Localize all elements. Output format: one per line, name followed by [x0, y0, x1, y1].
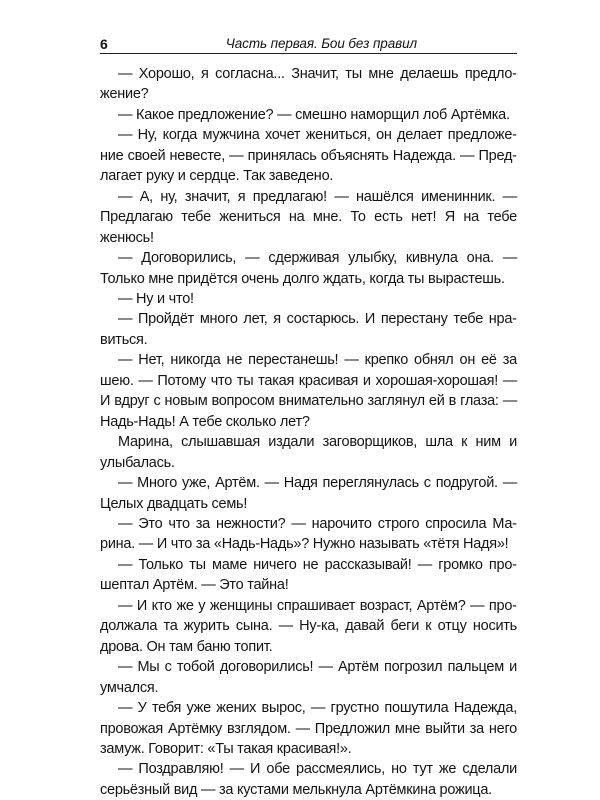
page-body	[100, 64, 517, 800]
page-header	[100, 35, 517, 54]
paragraph: — Договорились, — сдерживая улыбку, кивнула она. — Только мне придётся очень долго ждать, когда ты вырастешь.	[100, 250, 517, 287]
paragraph: — У тебя уже жених вырос, — грустно пошутила Надежда, провожая Артёмку взглядом. — Предложил мне выйти за него замуж. Говорит: «Ты такая красивая!».	[100, 700, 517, 757]
paragraph: — Поздравляю! — И обе рассмеялись, но тут же сделали серьёзный вид — за кустами мелькнула Артёмкина рожица.	[100, 761, 517, 798]
paragraph: — Только ты маме ничего не рассказывай! — громко прошептал Артём. — Это тайна!	[100, 556, 517, 594]
page-number: 6	[100, 36, 108, 52]
paragraph: — И кто же у женщины спрашивает возраст, Артём? — продолжала та журить сына. — Ну-ка, давай беги к отцу носить дрова. Он там баню топит.	[100, 597, 517, 655]
paragraph: — Много уже, Артём. — Надя переглянулась с подругой. — Целых двадцать семь!	[100, 475, 517, 512]
paragraph: — Ну и что!	[118, 290, 194, 307]
paragraph: — Хорошо, я согласна... Значит, ты мне делаешь предложение?	[100, 66, 517, 103]
running-title: Часть первая. Бои без правил	[225, 36, 417, 51]
paragraph: — Мы с тобой договорились! — Артём погрозил пальцем и умчался.	[100, 659, 517, 696]
paragraph: Марина, слышавшая издали заговорщиков, шла к ним и улыбалась.	[100, 434, 517, 471]
paragraph: — А, ну, значит, я предлагаю! — нашёлся именинник. — Предлагаю тебе жениться на мне. То есть нет! Я на тебе женюсь!	[100, 188, 517, 246]
paragraph: — Это что за нежности? — нарочито строго спросила Марина. — И что за «Надь-Надь»? Нужно называть «тётя Надя»!	[100, 515, 517, 553]
paragraph: — Нет, никогда не перестанешь! — крепко обнял он её за шею. — Потому что ты такая красивая и хорошая-хорошая! — И вдруг с новым вопросом внимательно заглянул ей в глаза: — Надь-Надь! А тебе сколько лет?	[100, 352, 517, 430]
paragraph: — Ну, когда мужчина хочет жениться, он делает предложение своей невесте, — принялась объяснять Надежда. — Предлагает руку и сердце. Так заведено.	[100, 127, 517, 185]
paragraph: — Пройдёт много лет, я состарюсь. И перестану тебе нравиться.	[100, 311, 517, 348]
paragraph: — Какое предложение? — смешно наморщил лоб Артёмка.	[118, 106, 510, 123]
